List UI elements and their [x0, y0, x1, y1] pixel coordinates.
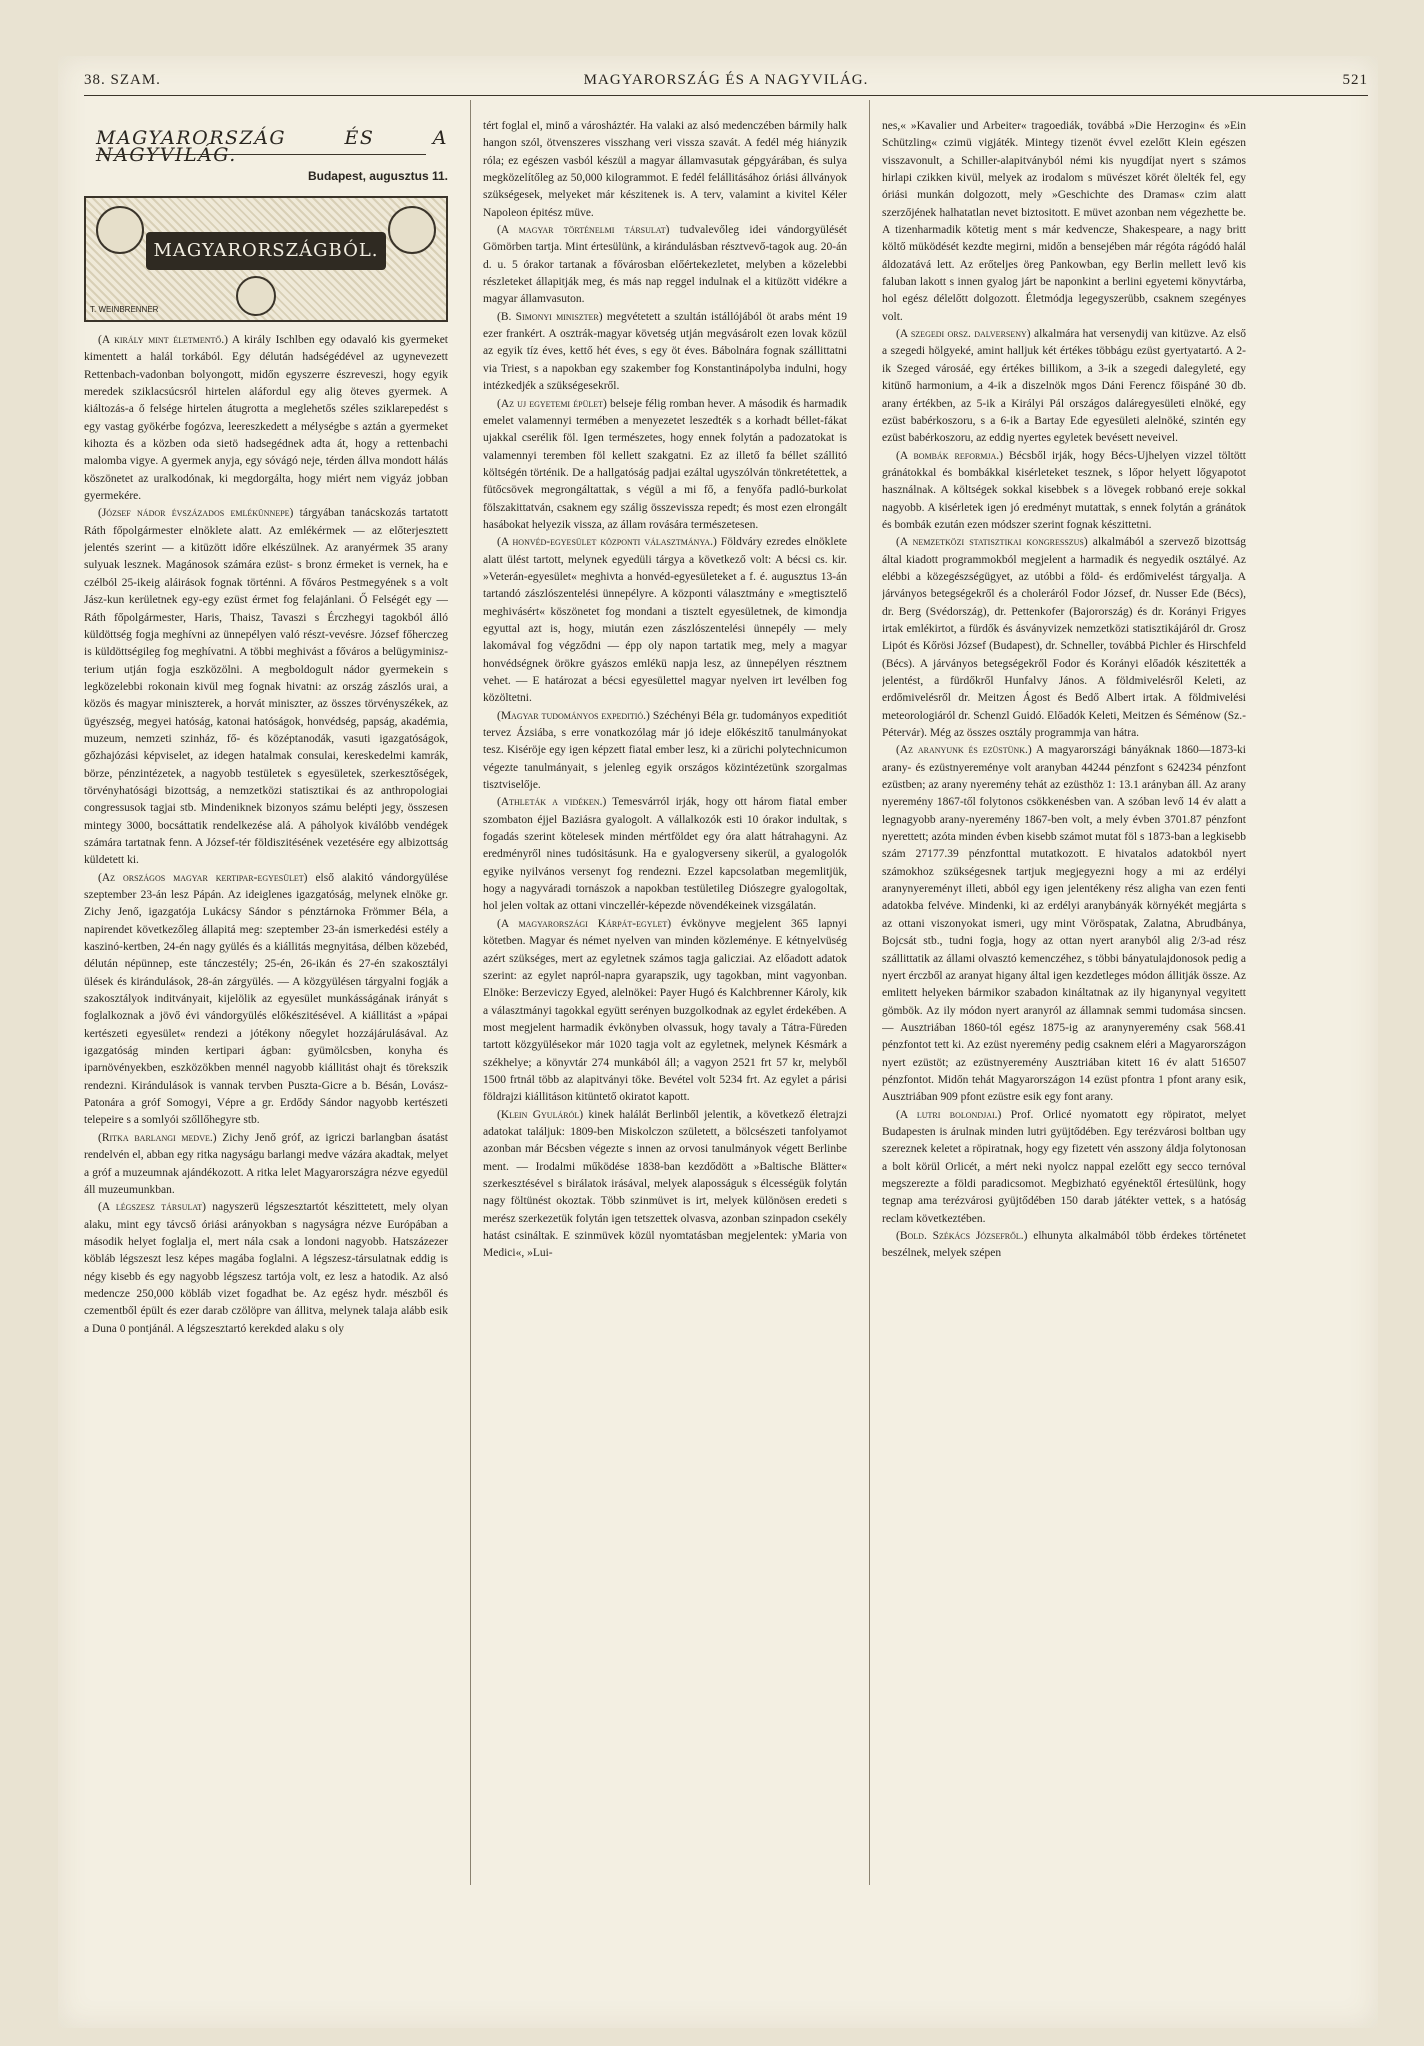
- article-heading: (Bold. Székács Józsefről.): [896, 1230, 1028, 1242]
- article-text: Bécsből irják, hogy Bécs-Ujhelyen vizzel töltött gránátokkal és bombákkal kisérleteket tesznek, s lőpor helyett lőgyapotot használnak. A költségek sokkal kisebbek s a lövegek robbanó ereje sokkal nagyobb. A kisérletek igen jó eredményt mutattak, s ennek folytán a gránátok és bombák ezután ezen módszer szerint fognak készittetni.: [882, 449, 1246, 531]
- article-heading: (Az uj egyetemi épület): [497, 397, 607, 410]
- column-divider: [869, 100, 870, 1885]
- page-header: [84, 72, 1368, 92]
- article-text: alkalmából a szervező bizottság által kiadott programmokból megjelent a harmadik és negyedik osztályé. Az elébbi a közegészségügyet, az utóbbi a föld- és erdőmivelést tárgyalja. A járványos betegségekről és a choleráról Fodor József, dr. Nusser Ede (Bécs), dr. Berg (Svédország), dr. Pettenkofer (Bajorország) és dr. Korányi Frigyes irtak emlékirtot, a fürdők és ásványvizek nemzetközi statisztikájáról dr. Grosz Lipót és Kőrösi József (Budapest), dr. Schneller, továbbá Pichler és Hirschfeld (Bécs). A járványos betegségekről Fodor és Korányi előadók készitették a jelentést, a fürdőkről Hunfalvy János. A földmivelésről Keleti, az erdőmivelésről dr. Meitzen Ágost és Bedő Albert irtak. A földmivelési meteorologiáról dr. Schenzl Guidó. Előadók Keleti, Meitzen és Séménow (Sz.-Pétervár). Még az összes osztály programmja van hátra.: [882, 536, 1246, 740]
- column-2-articles: [483, 118, 847, 1263]
- article-text: A magyarországi bányáknak 1860—1873-ki arany- és ezüstnyereménye volt aranyban 44244 pénzfont s 624234 pénzfont ezüstben; az arany nyeremény tehát az ezüsthöz 1: 13.1 arányban áll. Az arany nyeremény 1867-től folytonos csökkenésben van. A szóban levő 14 év alatt a legnagyobb arany-nyeremény 1867-ben volt, a mely évben 3701.87 pénzfont nyerettett; azóta minden évben kisebb számot mutat föl s 1873-ban a legkisebb szám 27177.39 pénzfonttal mutatkozott. E hivatalos adatokból nyert számokhoz szükségesnek tartjuk megjegyezni hogy a mi az erdélyi aranynyereményt illeti, abból egy igen jelentékeny rész aligha van ezen fenti adatokba felvéve. Mindenki, ki az erdélyi aranybányák környékét megjárta s az ottani viszonyokat ismeri, ugy mint Vöröspatak, Zalatna, Abrudbánya, Bojcsát stb., tudni fogja, hogy az ottan nyert aranyból alig 2/3-ad rész szállittatik az állami olvasztó kemenczéhez, s többi bányatulajdonosok pedig a nyert érczből az aranyat higany által igen kezdetleges módon állitják össze. Az emlitett helyeken bármikor szabadon kináltatnak az ily higanynyal vegyitett gömbök. Az ily módon nyert aranyról az államnak semmi tudomása sincsen. — Ausztriában 1860-tól egész 1875-ig az aranynyeremény csak 568.41 pénzfontot tett ki. Az ezüst nyeremény pedig csaknem eléri a Magyarországon nyert ezüstöt; az ezüstnyeremény Ausztriában kitett 16 év alatt 516507 pénzfontot. Midőn tehát Magyarországon 14 ezüst pfontra 1 pfont arany esik, Ausztriában 909 pfont ezüstre esik egy font arany.: [882, 744, 1246, 1104]
- header-rule: [84, 95, 1368, 96]
- article-text: tudvalevőleg idei vándorgyülését Gömörben tartja. Mint értesülünk, a kirándulásban résztvevő-tagok aug. 20-án d. u. 5 órakor tartanak a fővárosban előértekezletet, melyben a közelebbi részleteket állapitják meg, és más nap reggel indulnak el a kitüzött vidékre a magyar államvasuton.: [483, 224, 847, 306]
- article-paragraph: [882, 326, 1246, 447]
- article-text: Széchényi Béla gr. tudományos expeditiót tervez Ázsiába, s erre vonatkozólag már jó ideje előkészitő tanulmányokat tesz. Kiséröje egy igen képzett fiatal ember lesz, ki a zürichi polytechnicumon végezte tanulmányait, s jelenleg egyik országos közintézetünk szorgalmas tisztviselője.: [483, 709, 847, 792]
- article-paragraph: [84, 1199, 448, 1338]
- article-heading: (A honvéd-egyesület központi választmánya.): [497, 536, 717, 549]
- page-number: 521: [1342, 72, 1368, 88]
- article-paragraph: [84, 505, 448, 869]
- article-paragraph: [483, 534, 847, 707]
- engraver-signature: T. WEINBRENNER: [90, 304, 159, 314]
- article-text: A király Ischlben egy odavaló kis gyermeket kimentett a halál torkából. Egy délután hadségédével az ugynevezett Rettenbach-vadonban bolyongott, midőn egyszerre észreveszi, hogy egyik meredek sziklacsúcsról hirtelen aláfordul egy alig öteves gyermek. A kiáltozás-a ő felsége hirtelen átugrotta a meglehetős széles sziklarepedést s egy vastag gyökérbe fogózva, leereszkedett a mélységbe s aztán a gyermeket kihozta és a közben oda sietö hadsegédnek adta át, hogy a rettenbachi malomba vigye. A gyermek anyja, egy sóvágó neje, térden állva mondott hálás köszönetet az uralkodónak, ki megdorgálta, hogy miért nem vigyáz jobban gyermekére.: [84, 334, 448, 503]
- column-1: [84, 118, 448, 1883]
- article-heading: (A magyar történelmi társulat): [497, 224, 670, 237]
- article-paragraph: [483, 916, 847, 1107]
- article-paragraph: [882, 118, 1246, 326]
- article-paragraph: [483, 794, 847, 915]
- article-heading: (Magyar tudományos expeditió.): [497, 709, 650, 722]
- article-paragraph: [84, 1130, 448, 1199]
- article-text: kinek halálát Berlinből jelentik, a következő életrajzi adatokat találjuk: 1809-ben Miskolczon született, a bölcsészeti tanfolyamot azonban már Bécsben végezte s innen az orvosi tanulmányok végett Berlinbe ment. — Irodalmi működése 1838-ban kezdődött a »Baltische Blätter« szerkesztésével s birálatok irásával, melyek alaposságuk s élcességük folytán nagy föltünést okoztak. Több szinmüvet is irt, melyek különösen eredeti s merész szerkezetük folytán igen tetszettek olvasva, azonban szinpadon csekély hatást csináltak. E szinmüvek közül nyomtatásban megjelentek: yMaria von Medici«, »Lui-: [483, 1108, 847, 1260]
- article-paragraph: [882, 534, 1246, 742]
- ornament-icon: [96, 206, 144, 254]
- section-banner-illustration: [84, 196, 448, 322]
- column-1-articles: [84, 332, 448, 1338]
- article-heading: (A magyarországi Kárpát-egylet): [497, 917, 672, 930]
- article-text: megvétetett a szultán istállójából öt arabs mént 19 ezer frankért. A osztrák-magyar követség utján megvásárolt ezen lovak közül az egyik tíz éves, kettő hét éves, s egy öt éves. Bábolnára fognak szállittatni via Triest, s a napokban egy szakember fog Konstantinápolyba indulni, hogy intézkedjék a szükségesekről.: [483, 310, 847, 393]
- title-underline: [96, 154, 426, 155]
- article-heading: (Klein Gyuláról): [497, 1108, 584, 1121]
- dateline: Budapest, augusztus 11.: [307, 169, 448, 183]
- article-paragraph: [483, 118, 847, 222]
- article-heading: (A lutri bolondjai.): [896, 1108, 1002, 1121]
- section-title: MAGYARORSZÁG ÉS A NAGYVILÁG.: [96, 127, 448, 167]
- article-text: nes,« »Kavalier und Arbeiter« tragoediák, továbbá »Die Herzogin« és »Ein Schützling« czimü vigjáték. Mintegy tizenöt évvel ezelőtt Klein egészen visszavonult, a Schiller-alapitványból némi kis nyugdíjat nyert s számos hirlapi czikken kivül, melyek az irodalom s müvészet körét ölelték fel, egy óriási munkán dolgozott, mely »Geschichte des Dramas« czim alatt szerzőjének halhatatlan nevet biztositott. E müvet azonban nem végezhette be. A tizenharmadik kötetig ment s már kedvencze, Shakespeare, a nagy britt költő müködését kezdte megirni, midőn a bensejében már régóta rágódó halál áldozatává lett. Az erőteljes öreg Pankowban, egy Berlin mellett levő kis faluban lakott s innen gyalog járt be naponkint a berlini egyetemi könyvtárba, hol egész délelőtt dolgozott. Életmódja legegyszerübb, csaknem szegényes volt.: [882, 120, 1246, 323]
- article-heading: (A bombák reformja.): [896, 449, 1004, 462]
- masthead: [84, 118, 448, 188]
- column-2: [483, 118, 847, 1870]
- article-heading: (A légszesz társulat): [98, 1201, 206, 1214]
- article-text: belseje félig romban hever. A második és harmadik emelet valamennyi termében a menyezetet leszedték s a korhadt béllet-fákat ujakkal cserélik föl. Igen természetes, hogy ennek folytán a padozatokat is valamennyi teremben föl kellett szakgatni. Ez az illető fa béllet szállitó költségén történik. De a hallgatóság padjai ezáltal ugyszólván tönkretétettek, a fütőcsövek megrongáltattak, s végül a mi fő, a fenyőfa padló-burkolat fölszakittatván, csaknem egy szálig összevissza repedt; és most ezen elrongált hasábokat helyezik vissza, az állam rovására természetesen.: [483, 397, 847, 531]
- article-text: Földváry ezredes elnöklete alatt ülést tartott, melynek egyedüli tárgya a következő volt: A bécsi cs. kir. »Veterán-egyesület« meghivta a honvéd-egyesületeket a f. é. augusztus 13-án tartandó zászlószentelési ünnepélyre. A központi választmány e »megtisztelő meghivásért« köszönetet fog mondani a tisztelt egyesületnek, de kimondja egyuttal azt is, hogy, miután ezen zászlószentelési ünnepély — mely lakomával fog végződni — épp oly napon tartatik meg, mely a magyar honvédségnek örökre gyászos emlékü napja lesz, az ünnepélyen résztnem vehet. — E határozat a bécsi egyesülettel magyar nyelven irt levélben fog közöltetni.: [483, 536, 847, 705]
- article-text: elhunyta alkalmából több érdekes történetet beszélnek, melyek szépen: [882, 1230, 1246, 1260]
- article-text: tárgyában tanácskozás tartatott Ráth főpolgármester elnöklete alatt. Az emlékérmek — az előterjesztett jelentés szerint — a kitüzött időre elkészülnek. Az aranyérmek 35 arany sulyuak lesznek. Magánosok számára ezüst- s bronz érmeket is vernek, ha e czélból 25-ikeig aláirások fognak történni. A főváros Pestmegyének s a volt Jász-kun kerületnek egy-egy ezüst érmet fog felajánlani. Ő Felségét egy — Ráth főpolgármester, Haris, Thaisz, Tavaszi s Érczhegyi tagokból álló küldöttség fogja meghívni az ünnepélyen való részt-vevésre. József főherczeg is küldöttségileg fog meghívatni. A többi meghivást a főváros a belügyminisz-terium utján fogja eszközölni. A megboldogult nádor gyermekein s legközelebbi rokonain kivül meg fognak hivatni: az ország zászlós urai, a közös és magyar miniszterek, a horvát miniszter, az összes törvényszékek, az ügyészség, megyei hatóság, katonai hatóságok, honvédség, papság, akadémia, muzeum, nemzeti szinház, fő- és középtanodák, vasuti igazgatóságok, gőzhajózási képviselet, az idegen hatalmak consulai, kereskedelmi kamrák, börze, pénzintézetek, a nagyobb testületek s egyesületek, szerkesztőségek, törvényhatósági bizottság, a nemzetközi statisztikai és az anthropologiai congressusok tagjai stb. Mindeniknek bizonyos számu belépti jegy, összesen mintegy 3000, bocsáttatik rendelkezése alá. A páholyok kiválóbb vendégek számára tartatnak fenn. A József-tér földiszitésének vezetésére egy albizottság küldetett ki.: [84, 507, 448, 867]
- article-heading: (B. Simonyi miniszter): [497, 310, 603, 323]
- article-paragraph: [84, 332, 448, 505]
- article-paragraph: [882, 742, 1246, 1106]
- article-paragraph: [84, 870, 448, 1130]
- ornament-icon: [388, 206, 436, 254]
- article-heading: (Az országos magyar kertipar-egyesület): [98, 871, 308, 884]
- column-divider: [470, 100, 471, 1885]
- article-heading: (A nemzetközi statisztikai kongresszus): [896, 536, 1088, 549]
- article-heading: (Az aranyunk és ezüstünk.): [896, 744, 1032, 757]
- article-text: Prof. Orlicé nyomatott egy röpiratot, melyet Budapesten is árulnak minden lutri gyüjtődében. Egy terézvárosi boltban ugy szereznek keletet a röpiratnak, hogy egy fizetett vén asszony áldja folytonosan a bolt körül Orlicét, a mért neki nyolcz nappal ezelőtt egy secco ternóval megszerezte a földi paradicsomot. Megbizható egyénektől értesülünk, hogy tegnap ama terézvárosi gyüjtődében 150 darab játékter vettek, s a hatóság reclam következtében.: [882, 1108, 1246, 1225]
- article-text: első alakitó vándorgyülése szeptember 23-án lesz Pápán. Az ideiglenes igazgatóság, melynek elnöke gr. Zichy Jenő, igazgatója Lukácsy Sándor s pénztárnoka Frömmer Béla, a napirendet következőleg állapitá meg: szeptember 23-án ismerkedési estély a kaszinó-kertben, 24-én nagy gyülés és a kiállitás megnyitása, délben közebéd, délután népünnep, este tánczestély; 25-én, 26-ikán és 27-én szakosztályi ülések és kirándulások, 28-án zárgyülés. — A közgyülésen tárgyalni fogják a szakosztályok inditványait, kijelölik az egyesület munkásságának irányát s foglalkoznak a jövő évi vándorgyülés előkészitésével. A kiállitást a »pápai kertészeti egyesület« rendezi a jótékony nőegylet hozzájárulásával. Az igazgatóság minden kertipari ágban: gyümölcsben, konyha és iparnövényekben, eszközökben mennél nagyobb kiállitást ohajt és törekszik rendezni. Kirándulások is vannak tervben Puszta-Gicre a b. Bésán, Lovász-Patonára a gróf Somogyi, Vépre a gr. Erdődy Sándor nagyobb kertészeti telepeire s a somlyói szőllőhegyre stb.: [84, 871, 448, 1127]
- article-heading: (A szegedi orsz. dalverseny): [896, 328, 1031, 341]
- article-paragraph: [483, 222, 847, 309]
- article-heading: (Ritka barlangi medve.): [98, 1131, 217, 1144]
- article-heading: (József nádor évszázados emlékünnepe): [98, 507, 294, 520]
- article-paragraph: [882, 1107, 1246, 1228]
- article-paragraph: [483, 708, 847, 795]
- banner-label: MAGYARORSZÁGBÓL.: [146, 232, 386, 270]
- article-text: alkalmára hat versenydij van kitüzve. Az első a szegedi hölgyeké, amint halljuk két értékes többágu ezüst gyertyatartó. A 2-ik Szeged városáé, egy értékes billikom, a 3-ik a szegedi dalegyleté, egy kitünő harmonium, a 4-ik a diszelnök mgos Dáni Ferencz főispáné 30 db. arany értékben, az 5-ik a Királyi Pál országos daláregyesületi elnöké, egy ezüst babérkoszoru, s a 6-ik a Bartay Ede egyesületi alelnöké, szintén egy ezüst babérkoszoru, az eddig nyertes egyletek bevésett neveivel.: [882, 328, 1246, 445]
- article-paragraph: [483, 396, 847, 535]
- article-text: évkönyve megjelent 365 lapnyi kötetben. Magyar és német nyelven van minden közleménye. E kétnyelvüség azért szükséges, mert az egyletnek számos tagja galicziai. Az előadott adatok szerint: az egylet napról-napra gyarapszik, ugy tagokban, mint vagyonban. Elnöke: Berzeviczy Egyed, alelnökei: Payer Hugó és Kalchbrenner Károly, kik a választmányi tagokkal együtt serényen buzgolkodnak az egylet érdekében. A most megjelent harmadik évkönyben olvassuk, hogy tavaly a Tátra-Füreden tartott közgyülésekor már 1020 tagja volt az egyletnek, melynek Késmárk a székhelye; a könyvtár 274 munkából áll; a vagyon 2521 frt 57 kr, melyből 1500 frtnál több az alapitványi töke. Bevétel volt 5234 frt. Az egylet a párisi földrajzi kiállitáson kitüntető okiratot kapott.: [483, 917, 847, 1104]
- article-text: nagyszerü légszesztartót készittetett, mely olyan alaku, mint egy távcső óriási arányokban s nagyságra nézve Európában a második helyet foglalja el, mert nála csak a londoni nagyobb. Hatszázezer köbláb légszeszt lesz képes magába foglalni. A légszesz-társulatnak eddig is négy kisebb és egy nagyobb légszesz tartója volt, ez lesz a hatodik. Az alsó medencze 250,000 köbláb vizet fogadhat be. Az egész hydr. mészből és czementből épült és ezer darab czölöpre van állitva, melynek talaja alább esik a Duna 0 pontjánál. A légszesztartó kerekded alaku s oly: [84, 1201, 448, 1335]
- column-3: [882, 118, 1246, 1880]
- wheel-ornament-icon: [236, 276, 276, 316]
- running-title: MAGYARORSZÁG ÉS A NAGYVILÁG.: [583, 72, 869, 88]
- article-text: Zichy Jenő gróf, az igriczi barlangban ásatást rendelvén el, abban egy ritka nagyságu barlangi medve vázára akadtak, melyet a gróf a muzeumnak ajándékozott. A ritka lelet Magyarországra nézve egyedül áll muzeumunkban.: [84, 1131, 448, 1196]
- column-3-articles: [882, 118, 1246, 1263]
- article-paragraph: [882, 448, 1246, 535]
- article-text: Temesvárról irják, hogy ott három fiatal ember szombaton éjjel Baziásra gyalogolt. A vállalkozók esti 10 órakor indultak, s fogadás szerint kötelesek minden mértföldet egy óra alatt hátrahagyni. Az eredményről nines tudósitásunk. Ha e gyalogverseny sikerül, a gyalogolók egyike nyilvános versenyt fog rendezni. Ezzel kapcsolatban megemlitjük, hogy a nagyváradi tornászok a napokban testületileg Diószegre gyalogoltak, hol jelen voltak az ottani vinczellér-képezde növendékeinek vizsgálatán.: [483, 796, 847, 913]
- article-text: tért foglal el, minő a városháztér. Ha valaki az alsó medenczében bármily halk hangon szól, ötvenszeres visszhang veri vissza szavát. A fedél még hiányzik róla; ez egészen vasból készül a magyar államvasutak gépgyárában, és sulya megközelítőleg az 50,000 kilogrammot. E fedél felállitásához óriási állványok szükségesek, melyeket már készitenek is. A terv, valamint a kivitel Kéler Napoleon épitész müve.: [483, 120, 847, 219]
- article-paragraph: [483, 1107, 847, 1263]
- article-paragraph: [882, 1228, 1246, 1263]
- article-heading: (A király mint életmentő.): [98, 334, 228, 346]
- issue-number: 38. SZAM.: [84, 72, 161, 88]
- article-heading: (Athleták a vidéken.): [497, 796, 607, 809]
- article-paragraph: [483, 309, 847, 396]
